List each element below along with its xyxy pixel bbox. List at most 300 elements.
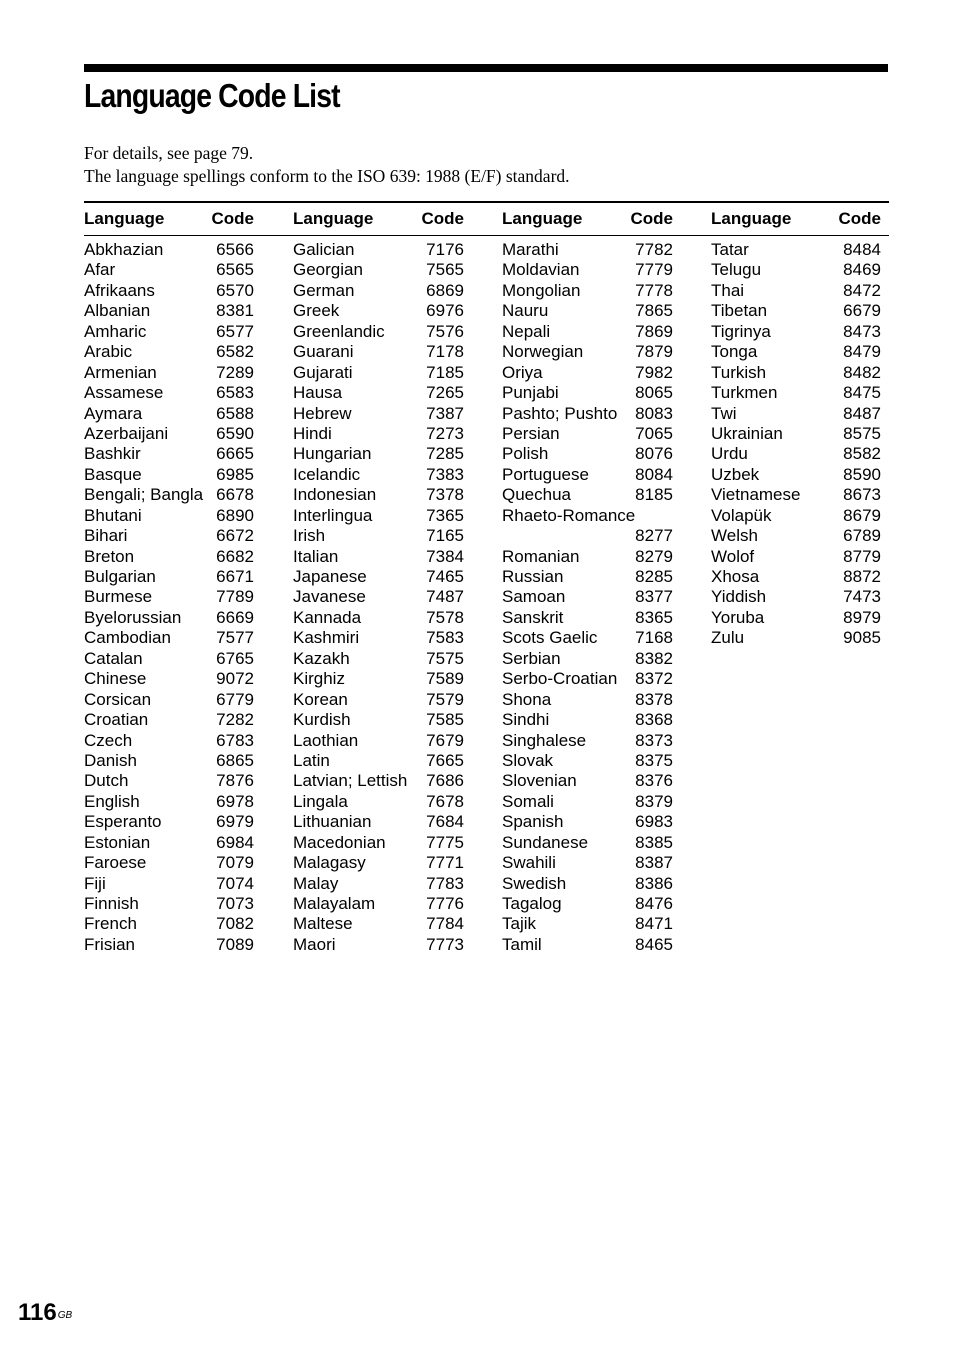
- language-code: 8076: [635, 444, 673, 464]
- table-row: [711, 404, 881, 424]
- language-name: Slovenian: [502, 771, 577, 791]
- table-row: [711, 506, 881, 526]
- language-code: 7778: [635, 280, 673, 300]
- language-code: 8279: [635, 546, 673, 566]
- table-column-1: [84, 205, 254, 954]
- language-name: Laothian: [293, 730, 359, 750]
- language-code: 7865: [635, 301, 673, 321]
- language-code: 8083: [635, 403, 673, 423]
- table-row: [84, 771, 254, 791]
- language-name: Maltese: [293, 914, 353, 934]
- language-name: Ukrainian: [711, 423, 783, 443]
- language-code: 8476: [635, 894, 673, 913]
- language-name: Dutch: [84, 771, 129, 791]
- language-code: 7578: [426, 607, 464, 627]
- language-code: 7387: [426, 403, 464, 423]
- language-code: 7577: [216, 628, 254, 648]
- table-row: [84, 894, 254, 914]
- language-name: Twi: [711, 403, 737, 423]
- table-row: [711, 342, 881, 362]
- table-row: [293, 935, 464, 955]
- language-name: Vietnamese: [711, 485, 801, 505]
- language-name: Interlingua: [293, 505, 373, 525]
- language-code: 7384: [426, 546, 464, 566]
- language-name: Abkhazian: [84, 240, 164, 259]
- table-row: [711, 465, 881, 485]
- language-name: Latvian; Lettish: [293, 771, 408, 791]
- table-row: [293, 894, 464, 914]
- language-code: 8185: [635, 485, 673, 505]
- intro-text: [84, 142, 884, 188]
- language-name: Irish: [293, 526, 326, 546]
- language-code: 6976: [426, 301, 464, 321]
- table-row: [84, 526, 254, 546]
- language-code: 6590: [216, 423, 254, 443]
- language-name: Tatar: [711, 240, 749, 259]
- language-name: Malay: [293, 873, 339, 893]
- intro-line-details: For details, see page 79.: [84, 143, 254, 163]
- language-name: Welsh: [711, 526, 758, 546]
- language-name: Byelorussian: [84, 607, 182, 627]
- language-code: 7579: [426, 689, 464, 709]
- language-code: 6779: [216, 689, 254, 709]
- table-row: [293, 506, 464, 526]
- language-code: 8065: [635, 383, 673, 403]
- language-name: Punjabi: [502, 383, 559, 403]
- language-name: Urdu: [711, 444, 748, 464]
- language-code: 8379: [635, 791, 673, 811]
- language-name: Sindhi: [502, 710, 550, 730]
- table-row: [84, 322, 254, 342]
- language-name: Russian: [502, 567, 564, 586]
- table-row: [502, 547, 673, 567]
- table-row: [711, 240, 881, 260]
- table-column-2: [293, 205, 464, 954]
- language-name: Latin: [293, 750, 330, 770]
- language-code: 8376: [635, 771, 673, 791]
- language-name: Tamil: [502, 934, 542, 954]
- language-name: Japanese: [293, 567, 367, 586]
- table-row: [84, 853, 254, 873]
- table-row: [711, 587, 881, 607]
- table-row: [711, 383, 881, 403]
- table-row: [293, 240, 464, 260]
- header-code: Code: [211, 209, 254, 228]
- language-code: 7289: [216, 362, 254, 382]
- language-code: 7665: [426, 750, 464, 770]
- table-row: [84, 465, 254, 485]
- table-row: [502, 853, 673, 873]
- intro-line-standard: The language spellings conform to the ISO 639: 1988 (E/F) standard.: [84, 166, 570, 186]
- language-code: 8482: [843, 362, 881, 382]
- header-code: Code: [630, 209, 673, 228]
- table-row: [293, 342, 464, 362]
- language-code: 8382: [635, 648, 673, 668]
- table-row: [502, 383, 673, 403]
- language-code: 8673: [843, 485, 881, 505]
- language-code: 8590: [843, 464, 881, 484]
- table-row: [293, 751, 464, 771]
- language-code: 7089: [216, 934, 254, 954]
- language-code-table: [84, 205, 889, 965]
- table-row: [502, 894, 673, 914]
- language-code: 8285: [635, 567, 673, 586]
- language-name: Shona: [502, 689, 552, 709]
- language-code: 6985: [216, 464, 254, 484]
- language-name: Slovak: [502, 750, 554, 770]
- table-row: [293, 669, 464, 689]
- language-code: 7678: [426, 791, 464, 811]
- language-code: 6582: [216, 342, 254, 362]
- language-code: 8084: [635, 464, 673, 484]
- language-name: Norwegian: [502, 342, 584, 362]
- language-name: Kannada: [293, 607, 362, 627]
- language-name: Albanian: [84, 301, 151, 321]
- language-name: Kurdish: [293, 710, 351, 730]
- table-row: [293, 547, 464, 567]
- language-code: 7365: [426, 505, 464, 525]
- table-row: [502, 833, 673, 853]
- language-name: Zulu: [711, 628, 745, 648]
- table-row: [502, 669, 673, 689]
- table-row: [293, 281, 464, 301]
- language-code: 8378: [635, 689, 673, 709]
- language-code: 7583: [426, 628, 464, 648]
- language-name: Amharic: [84, 321, 147, 341]
- language-name: Tibetan: [711, 301, 768, 321]
- language-code: 8475: [843, 383, 881, 403]
- language-name: French: [84, 914, 137, 934]
- table-row: [293, 322, 464, 342]
- table-row: [502, 587, 673, 607]
- language-code: 7265: [426, 383, 464, 403]
- language-name: Lithuanian: [293, 812, 372, 832]
- language-name: Oriya: [502, 362, 543, 382]
- language-name: Maori: [293, 934, 336, 954]
- language-name: Kashmiri: [293, 628, 360, 648]
- language-name: Swahili: [502, 853, 556, 873]
- table-row: [711, 608, 881, 628]
- language-name: Bashkir: [84, 444, 141, 464]
- language-name: Marathi: [502, 240, 559, 259]
- table-row: [293, 301, 464, 321]
- language-code: 7178: [426, 342, 464, 362]
- header-language: Language: [502, 209, 583, 228]
- language-list: [293, 240, 464, 955]
- language-code: 7779: [635, 260, 673, 280]
- language-name: Tigrinya: [711, 321, 771, 341]
- language-list: [711, 240, 881, 649]
- table-row: [502, 342, 673, 362]
- language-name: Polish: [502, 444, 549, 464]
- language-code: 7176: [426, 240, 464, 259]
- language-name: Bihari: [84, 526, 128, 546]
- language-code: 6577: [216, 321, 254, 341]
- language-code: 7776: [426, 894, 464, 913]
- language-code: 8679: [843, 505, 881, 525]
- language-code: 7565: [426, 260, 464, 280]
- column-header: [293, 205, 464, 233]
- table-row: [293, 771, 464, 791]
- language-name: Mongolian: [502, 280, 581, 300]
- table-row: [293, 649, 464, 669]
- language-name: Basque: [84, 464, 142, 484]
- language-name: Romanian: [502, 546, 580, 566]
- table-row: [84, 383, 254, 403]
- header-language: Language: [711, 209, 792, 228]
- table-row: [293, 465, 464, 485]
- column-header: [711, 205, 881, 233]
- language-name: Spanish: [502, 812, 564, 832]
- table-row: [293, 914, 464, 934]
- table-row: [293, 833, 464, 853]
- language-name: Uzbek: [711, 464, 760, 484]
- table-row: [84, 914, 254, 934]
- language-code: 6570: [216, 280, 254, 300]
- language-name: Persian: [502, 423, 560, 443]
- language-name: Pashto; Pushto: [502, 403, 618, 423]
- language-name: Portuguese: [502, 464, 589, 484]
- language-name: Tonga: [711, 342, 758, 362]
- language-code: 6679: [843, 301, 881, 321]
- table-column-3: [502, 205, 673, 954]
- language-list: [502, 240, 673, 955]
- language-list: [84, 240, 254, 955]
- language-code: 7876: [216, 771, 254, 791]
- language-name: Faroese: [84, 853, 147, 873]
- language-code: 6983: [635, 812, 673, 832]
- language-code: 7771: [426, 853, 464, 873]
- language-name: Serbian: [502, 648, 561, 668]
- table-column-4: [711, 205, 881, 648]
- language-name: Bulgarian: [84, 567, 156, 586]
- language-code: 9072: [216, 669, 254, 689]
- table-row: [711, 628, 881, 648]
- language-name: Serbo-Croatian: [502, 669, 618, 689]
- table-row: [502, 444, 673, 464]
- language-name: Kazakh: [293, 648, 350, 668]
- language-code: 7773: [426, 934, 464, 954]
- table-row: [502, 751, 673, 771]
- table-row: [502, 874, 673, 894]
- language-name: Arabic: [84, 342, 133, 362]
- page-number: [18, 1298, 72, 1328]
- title-rule: [84, 64, 888, 72]
- language-code: 6665: [216, 444, 254, 464]
- language-code: 8487: [843, 403, 881, 423]
- table-row: [502, 690, 673, 710]
- language-code: 7074: [216, 873, 254, 893]
- table-row: [84, 935, 254, 955]
- table-row: [293, 383, 464, 403]
- language-code: 7487: [426, 587, 464, 607]
- table-row: [84, 833, 254, 853]
- language-code: 8484: [843, 240, 881, 259]
- language-name: Fiji: [84, 873, 106, 893]
- table-row: [84, 506, 254, 526]
- language-name: Catalan: [84, 648, 143, 668]
- language-code: 8465: [635, 934, 673, 954]
- language-name: Azerbaijani: [84, 423, 169, 443]
- language-code: 6672: [216, 526, 254, 546]
- table-row: [293, 485, 464, 505]
- table-row: [84, 281, 254, 301]
- language-name: Tajik: [502, 914, 537, 934]
- language-code: 7065: [635, 423, 673, 443]
- table-row: [84, 710, 254, 730]
- language-name: Tagalog: [502, 894, 562, 913]
- language-name: Lingala: [293, 791, 348, 811]
- table-row: [84, 751, 254, 771]
- language-code: 8372: [635, 669, 673, 689]
- language-name: Frisian: [84, 934, 136, 954]
- language-code: 7784: [426, 914, 464, 934]
- language-name: Danish: [84, 750, 137, 770]
- header-code: Code: [421, 209, 464, 228]
- language-name: Breton: [84, 546, 135, 566]
- language-code: 8575: [843, 423, 881, 443]
- language-name: Esperanto: [84, 812, 162, 832]
- language-code: 7576: [426, 321, 464, 341]
- language-name: Telugu: [711, 260, 762, 280]
- language-name: Xhosa: [711, 567, 760, 586]
- language-code: 7879: [635, 342, 673, 362]
- language-name: Kirghiz: [293, 669, 345, 689]
- language-name: Quechua: [502, 485, 571, 505]
- language-code: 7982: [635, 362, 673, 382]
- language-name: Aymara: [84, 403, 143, 423]
- table-row: [502, 526, 673, 546]
- table-row: [84, 404, 254, 424]
- table-row: [502, 771, 673, 791]
- language-code: 6869: [426, 280, 464, 300]
- language-code: 7783: [426, 873, 464, 893]
- language-name: Estonian: [84, 832, 151, 852]
- language-code: 7789: [216, 587, 254, 607]
- language-name: Yiddish: [711, 587, 767, 607]
- language-code: 8365: [635, 607, 673, 627]
- language-name: Hungarian: [293, 444, 372, 464]
- table-row: [502, 628, 673, 648]
- table-row: [293, 710, 464, 730]
- table-row: [293, 444, 464, 464]
- table-row: [84, 690, 254, 710]
- table-row: [84, 301, 254, 321]
- language-name: Sanskrit: [502, 607, 564, 627]
- language-name: Scots Gaelic: [502, 628, 598, 648]
- language-code: 8979: [843, 607, 881, 627]
- language-code: 8385: [635, 832, 673, 852]
- table-row: [502, 301, 673, 321]
- column-header: [502, 205, 673, 233]
- table-row: [502, 363, 673, 383]
- language-name: Wolof: [711, 546, 755, 566]
- page-number-value: 116: [18, 1299, 57, 1326]
- language-name: Afrikaans: [84, 280, 155, 300]
- language-name: Assamese: [84, 383, 164, 403]
- table-row: [711, 260, 881, 280]
- language-code: 8387: [635, 853, 673, 873]
- table-row: [84, 874, 254, 894]
- language-code: 8277: [635, 526, 673, 546]
- table-row: [711, 485, 881, 505]
- table-row: [84, 587, 254, 607]
- language-code: 7782: [635, 240, 673, 259]
- language-code: 8872: [843, 567, 881, 586]
- table-row: [293, 812, 464, 832]
- table-row: [711, 424, 881, 444]
- language-name: Galician: [293, 240, 355, 259]
- table-row: [84, 812, 254, 832]
- language-name: Bhutani: [84, 505, 142, 525]
- table-row: [293, 853, 464, 873]
- table-row: [502, 424, 673, 444]
- language-name: Thai: [711, 280, 745, 300]
- language-code: 6669: [216, 607, 254, 627]
- language-name: Cambodian: [84, 628, 171, 648]
- language-code: 8373: [635, 730, 673, 750]
- table-row: [293, 567, 464, 587]
- language-name: Malagasy: [293, 853, 366, 873]
- table-row: [293, 608, 464, 628]
- language-name: Georgian: [293, 260, 363, 280]
- language-code: 6783: [216, 730, 254, 750]
- language-name: Turkmen: [711, 383, 778, 403]
- language-code: 6566: [216, 240, 254, 259]
- language-name: Greenlandic: [293, 321, 385, 341]
- table-row: [293, 690, 464, 710]
- language-name: Armenian: [84, 362, 157, 382]
- language-code: 7575: [426, 648, 464, 668]
- table-row: [293, 404, 464, 424]
- language-name: Volapük: [711, 505, 772, 525]
- table-row: [711, 301, 881, 321]
- header-language: Language: [84, 209, 165, 228]
- language-name: Hausa: [293, 383, 343, 403]
- language-code: 7273: [426, 423, 464, 443]
- language-name: Italian: [293, 546, 339, 566]
- language-name: Gujarati: [293, 362, 353, 382]
- language-code: 6671: [216, 567, 254, 586]
- table-row: [711, 547, 881, 567]
- language-name: Javanese: [293, 587, 366, 607]
- table-row: [502, 506, 673, 526]
- language-code: 8381: [216, 301, 254, 321]
- language-name: Chinese: [84, 669, 147, 689]
- language-name: Greek: [293, 301, 340, 321]
- header-code: Code: [838, 209, 881, 228]
- table-row: [293, 792, 464, 812]
- table-row: [711, 444, 881, 464]
- table-row: [711, 363, 881, 383]
- language-code: 7073: [216, 894, 254, 913]
- table-row: [502, 281, 673, 301]
- language-code: 7082: [216, 914, 254, 934]
- language-name: Finnish: [84, 894, 139, 913]
- table-row: [84, 731, 254, 751]
- language-code: 7679: [426, 730, 464, 750]
- table-row: [84, 485, 254, 505]
- language-name: Samoan: [502, 587, 566, 607]
- language-code: 6678: [216, 485, 254, 505]
- language-code: 7589: [426, 669, 464, 689]
- table-row: [711, 281, 881, 301]
- table-row: [84, 608, 254, 628]
- language-code: 7165: [426, 526, 464, 546]
- language-name: Moldavian: [502, 260, 580, 280]
- language-code: 8479: [843, 342, 881, 362]
- language-code: 7383: [426, 464, 464, 484]
